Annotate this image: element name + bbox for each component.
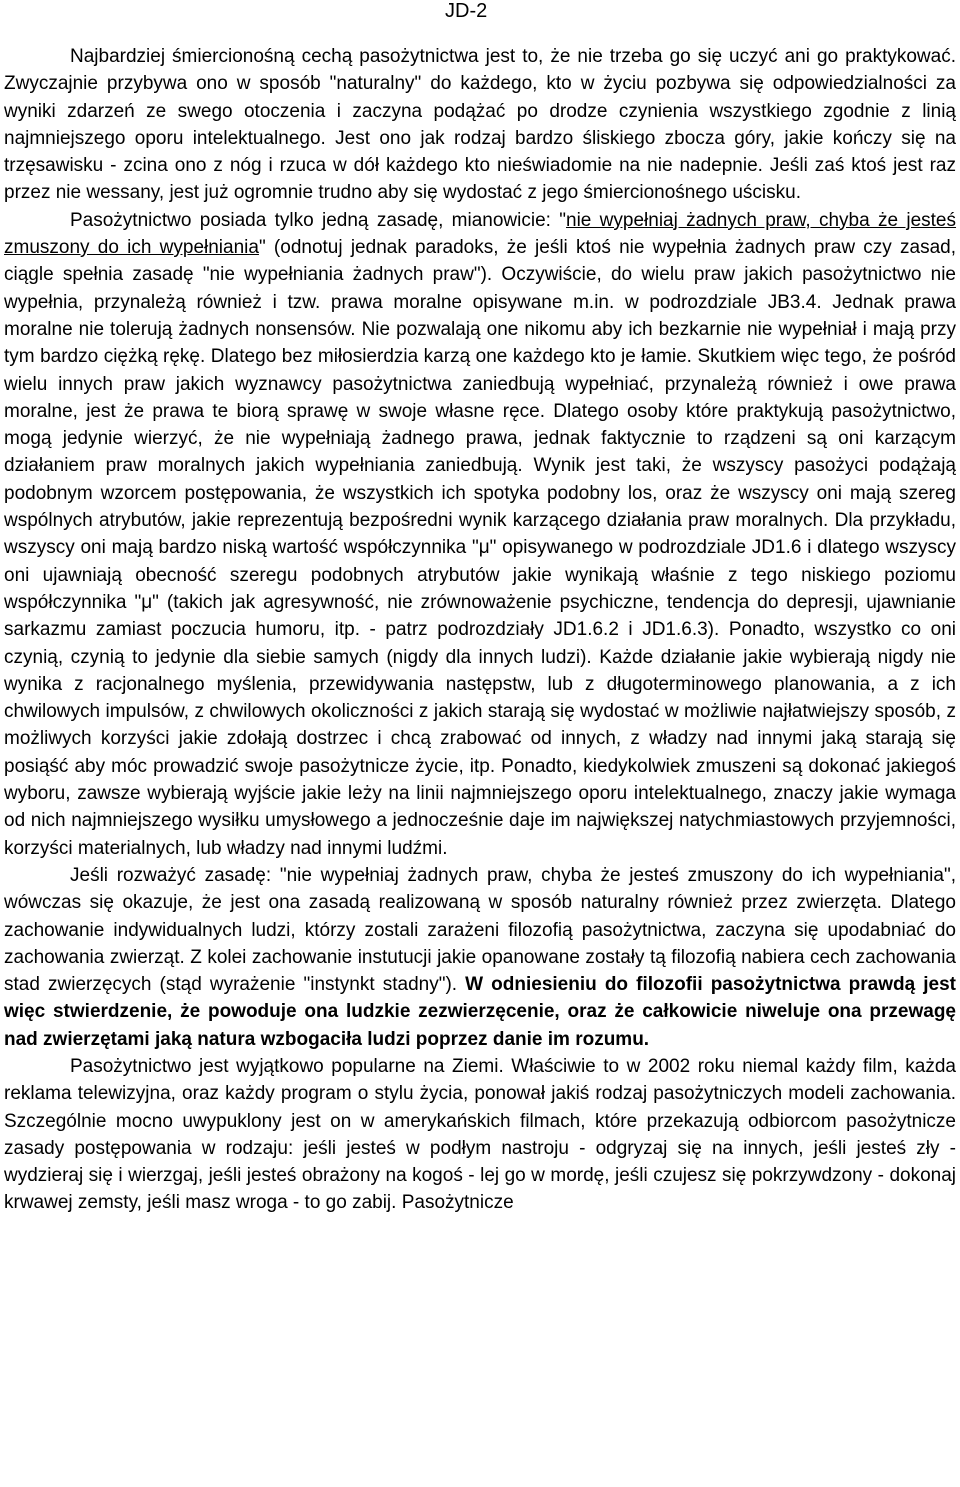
document-body (4, 43, 956, 1217)
paragraph-2-body: " (odnotuj jednak paradoks, że jeśli ktoś nie wypełnia żadnych praw czy zasad, ciągle spełnia zasadę "nie wypełniania żadnych praw"). Oczywiście, do wielu praw jakich pasożytnictwo nie wypełnia, przynależą również i tzw. prawa moralne opisywane m.in. w podrozdziale JB3.4. Jednak prawa moralne nie tolerują żadnych nonsensów. Nie pozwalają one nikomu aby ich bezkarnie nie wypełniał i mają przy tym bardzo ciężką rękę. Dlatego bez miłosierdzia karzą one każdego kto je łamie. Skutkiem więc tego, że pośród wielu innych praw jakich wyznawcy pasożytnictwa zaniedbują wypełniać, przynależą również i owe prawa moralne, jest że prawa te biorą sprawę w swoje własne ręce. Dlatego osoby które praktykują pasożytnictwo, mogą jedynie wierzyć, że nie wypełniają żadnego prawa, jednak faktycznie to rządzeni są oni karzącym działaniem praw moralnych jakich wypełniania zaniedbują. Wynik jest taki, że wszyscy pasożyci podążają podobnym wzorcem postępowania, że wszystkich ich spotyka podobny los, oraz że wszyscy oni mają szereg wspólnych atrybutów, jakie reprezentują bezpośredni wynik karzącego działania praw moralnych. Dla przykładu, wszyscy oni mają bardzo niską wartość współczynnika "μ" opisywanego w podrozdziale JD1.6 i dlatego wszyscy oni ujawniają obecność szeregu podobnych atrybutów jakie wynikają właśnie z tego niskiego poziomu współczynnika "μ" (takich jak agresywność, nie zrównoważenie psychiczne, tendencja do depresji, ujawnianie sarkazmu zamiast poczucia humoru, itp. - patrz podrozdziały JD1.6.2 i JD1.6.3). Ponadto, wszystko co oni czynią, czynią to jedynie dla siebie samych (nigdy dla innych ludzi). Każde działanie jakie wybierają nigdy nie wynika z racjonalnego myślenia, przewidywania następstw, lub z długoterminowego planowania, a z ich chwilowych impulsów, z chwilowych okoliczności z jakich starają się wydostać w możliwie najłatwiejszy sposób, z możliwych korzyści jakie zdołają dostrzec i chcą zrabować od innych, z władzy nad innymi jaką starają się posiąść aby móc prowadzić swoje pasożytnicze życie, itp. Ponadto, kiedykolwiek zmuszeni są dokonać jakiegoś wyboru, zawsze wybierają wyjście jakie leży na linii najmniejszego oporu intelektualnego, znaczy jakie wymaga od nich najmniejszego wysiłku umysłowego a jednocześnie daje im największej natychmiastowych przyjemności, korzyści materialnych, lub władzy nad innymi ludźmi. (4, 237, 956, 859)
paragraph-4: Pasożytnictwo jest wyjątkowo popularne na Ziemi. Właściwie to w 2002 roku niemal każdy film, każda reklama telewizyjna, oraz każdy program o stylu życia, ponował jakiś rodzaj pasożytniczych modeli zachowania. Szczególnie mocno uwypuklony jest on w amerykańskich filmach, które przekazują odbiorcom pasożytnicze zasady postępowania w rodzaju: jeśli jesteś w podłym nastroju - odgryzaj się na innych, jeśli jesteś zły - wydzieraj się i wierzgaj, jeśli jesteś obrażony na kogoś - lej go w mordę, jeśli czujesz się pokrzywdzony - dokonaj krwawej zemsty, jeśli masz wroga - to go zabij. Pasożytnicze (4, 1055, 956, 1214)
paragraph-3-intro: Jeśli rozważyć zasadę: "nie wypełniaj żadnych praw, chyba że jesteś zmuszony do ich wypełniania", wówczas się okazuje, że jest ona zasadą realizowaną w sposób naturalny również przez zwierzęta. Dlatego zachowanie indywidualnych ludzi, którzy zostali zarażeni filozofią pasożytnictwa, zaczyna się upodabniać do zachowania zwierząt. Z kolei zachowanie instutucji jakie opanowane zostały tą filozofią nabiera cech zachowania stad zwierzęcych (stąd wyrażenie "instynkt stadny"). (4, 864, 956, 996)
paragraph-3 (4, 862, 956, 1053)
paragraph-1: Najbardziej śmiercionośną cechą pasożytnictwa jest to, że nie trzeba go się uczyć ani go praktykować. Zwyczajnie przybywa ono w sposób "naturalny" do każdego, kto w życiu pozbywa się odpowiedzialności za wyniki zdarzeń ze swego otoczenia i zaczyna podążać po drodze czynienia wszystkiego zgodnie z linią najmniejszego oporu intelektualnego. Jest ono jak rodzaj bardzo śliskiego zbocza góry, jakie kończy się na trzęsawisku - zcina ono z nóg i rzuca w dół każdego kto nieświadomie na nie nadepnie. Jeśli zaś ktoś jest raz przez nie wessany, jest już ogromnie trudno aby się wydostać z jego śmiercionośnego uścisku. (4, 46, 956, 204)
paragraph-2-intro: Pasożytnictwo posiada tylko jedną zasadę, mianowicie: " (70, 209, 567, 231)
paragraph-3-bold-conclusion: W odniesieniu do filozofii pasożytnictwa prawdą jest więc stwierdzenie, że powoduje ona ludzkie zezwierzęcenie, oraz że całkowicie niweluje ona przewagę nad zwierzętami jaką natura wzbogaciła ludzi poprzez danie im rozumu. (4, 974, 956, 1050)
page-header-label: JD-2 (445, 0, 488, 22)
parasitism-rule-underlined: nie wypełniaj żadnych praw, chyba że jesteś zmuszony do ich wypełniania (4, 209, 957, 259)
paragraph-2 (4, 207, 956, 862)
